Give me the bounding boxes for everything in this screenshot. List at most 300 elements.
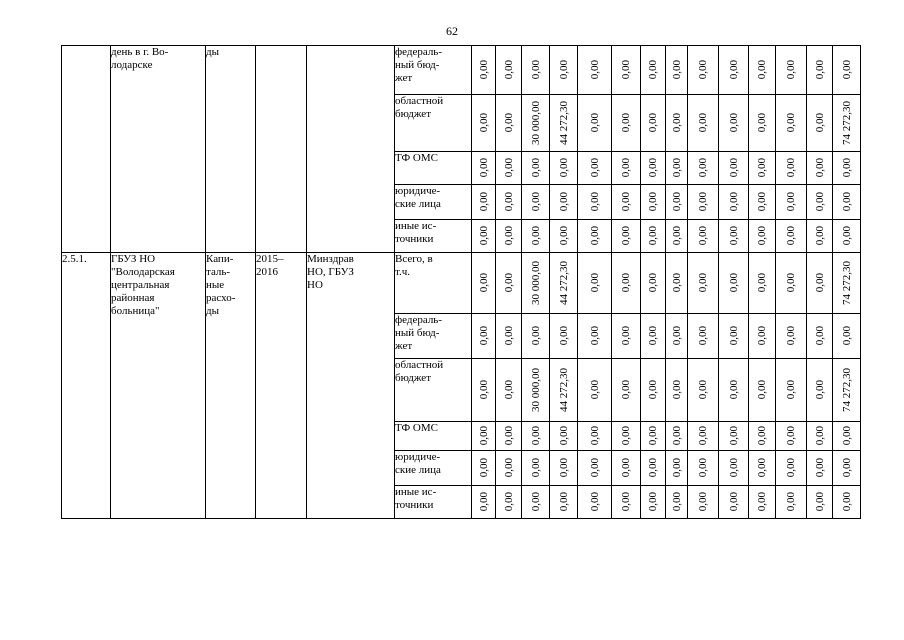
continued-period-cell [256, 46, 307, 253]
value-cell [472, 359, 496, 422]
value-text: 0,00 [502, 158, 515, 178]
value-text: 44 272,30 [557, 101, 570, 145]
value-text: 0,00 [785, 380, 797, 400]
value-cell [578, 314, 612, 359]
value-cell [522, 46, 550, 95]
value-text: 0,00 [785, 492, 797, 512]
funding-source-cell: федераль- ный бюд- жет [395, 46, 472, 95]
value-cell [612, 486, 641, 519]
value-cell [522, 253, 550, 314]
value-text: 0,00 [647, 380, 659, 400]
value-cell [472, 253, 496, 314]
value-cell [666, 152, 688, 185]
value-cell [666, 95, 688, 152]
value-cell [641, 220, 666, 253]
value-cell [472, 46, 496, 95]
value-cell [688, 220, 719, 253]
value-cell [550, 152, 578, 185]
value-text: 0,00 [529, 326, 542, 346]
value-cell [641, 422, 666, 451]
value-text: 0,00 [670, 326, 683, 346]
value-cell [578, 422, 612, 451]
value-cell [719, 422, 749, 451]
value-text: 0,00 [477, 192, 490, 212]
value-text: 44 272,30 [557, 261, 570, 305]
value-cell [612, 451, 641, 486]
value-cell [496, 486, 522, 519]
value-cell [522, 422, 550, 451]
value-text: 0,00 [756, 273, 768, 293]
value-cell [550, 185, 578, 220]
value-cell [522, 359, 550, 422]
value-cell [496, 314, 522, 359]
value-text: 0,00 [756, 158, 768, 178]
value-cell [807, 95, 833, 152]
value-cell [522, 486, 550, 519]
value-text: 0,00 [785, 158, 797, 178]
value-cell [776, 220, 807, 253]
value-cell [578, 46, 612, 95]
value-text: 30 000,00 [529, 261, 542, 305]
continued-name-cell: день в г. Во- лодарске [111, 46, 206, 253]
item-period-cell: 2015– 2016 [256, 253, 307, 519]
value-text: 0,00 [557, 158, 570, 178]
value-text: 0,00 [670, 380, 683, 400]
value-cell [776, 46, 807, 95]
value-text: 0,00 [840, 60, 853, 80]
value-text: 0,00 [588, 192, 601, 212]
value-cell [550, 253, 578, 314]
value-text: 0,00 [840, 326, 853, 346]
value-text: 0,00 [697, 273, 709, 293]
value-text: 0,00 [756, 192, 768, 212]
value-text: 0,00 [647, 458, 659, 478]
continued-executor-cell [307, 46, 395, 253]
value-cell [719, 359, 749, 422]
value-cell [641, 185, 666, 220]
value-cell [776, 422, 807, 451]
value-text: 0,00 [620, 458, 632, 478]
value-cell [472, 451, 496, 486]
value-text: 0,00 [502, 326, 515, 346]
value-cell [472, 486, 496, 519]
value-text: 0,00 [588, 60, 601, 80]
value-text: 0,00 [813, 380, 826, 400]
value-cell [612, 152, 641, 185]
value-text: 0,00 [477, 60, 490, 80]
value-cell [472, 422, 496, 451]
value-cell [749, 451, 776, 486]
value-cell [688, 253, 719, 314]
value-text: 0,00 [557, 326, 570, 346]
value-cell [833, 220, 861, 253]
value-cell [776, 314, 807, 359]
value-text: 0,00 [557, 226, 570, 246]
value-text: 0,00 [620, 192, 632, 212]
value-cell [688, 359, 719, 422]
value-cell [719, 220, 749, 253]
value-text: 0,00 [697, 158, 709, 178]
value-text: 0,00 [727, 226, 740, 246]
value-text: 0,00 [697, 226, 709, 246]
item-type-cell: Капи- таль- ные расхо- ды [206, 253, 256, 519]
value-cell [688, 451, 719, 486]
value-text: 0,00 [756, 426, 768, 446]
funding-source-cell: областной бюджет [395, 95, 472, 152]
value-text: 0,00 [477, 426, 490, 446]
value-cell [496, 451, 522, 486]
value-text: 0,00 [727, 273, 740, 293]
value-cell [749, 152, 776, 185]
value-cell [496, 46, 522, 95]
value-text: 0,00 [588, 113, 601, 133]
value-cell [719, 253, 749, 314]
value-text: 0,00 [557, 60, 570, 80]
value-text: 0,00 [813, 426, 826, 446]
value-text: 74 272,30 [840, 101, 853, 145]
value-text: 0,00 [697, 192, 709, 212]
table-row [62, 46, 861, 95]
value-cell [749, 486, 776, 519]
value-text: 0,00 [756, 380, 768, 400]
value-text: 0,00 [647, 192, 659, 212]
value-cell [666, 314, 688, 359]
value-cell [641, 314, 666, 359]
value-text: 0,00 [620, 380, 632, 400]
value-text: 0,00 [785, 226, 797, 246]
value-cell [719, 185, 749, 220]
value-text: 0,00 [670, 60, 683, 80]
value-cell [688, 46, 719, 95]
value-cell [496, 185, 522, 220]
value-cell [749, 95, 776, 152]
value-text: 0,00 [785, 273, 797, 293]
value-text: 0,00 [727, 426, 740, 446]
value-text: 0,00 [813, 60, 826, 80]
value-cell [578, 220, 612, 253]
value-cell [496, 95, 522, 152]
continued-type-cell: ды [206, 46, 256, 253]
value-text: 0,00 [670, 458, 683, 478]
value-cell [719, 152, 749, 185]
value-cell [749, 422, 776, 451]
page-number: 62 [446, 24, 458, 38]
item-executor-cell: Минздрав НО, ГБУЗ НО [307, 253, 395, 519]
value-cell [807, 451, 833, 486]
value-cell [578, 451, 612, 486]
value-text: 30 000,00 [529, 101, 542, 145]
value-text: 0,00 [620, 113, 632, 133]
funding-source-cell: иные ис- точники [395, 220, 472, 253]
value-cell [522, 152, 550, 185]
value-cell [496, 152, 522, 185]
funding-source-cell: иные ис- точники [395, 486, 472, 519]
value-text: 0,00 [785, 426, 797, 446]
value-cell [641, 359, 666, 422]
value-text: 0,00 [670, 226, 683, 246]
value-text: 0,00 [727, 458, 740, 478]
value-cell [496, 253, 522, 314]
value-text: 0,00 [477, 326, 490, 346]
value-text: 0,00 [697, 326, 709, 346]
value-text: 0,00 [727, 492, 740, 512]
value-text: 0,00 [620, 60, 632, 80]
value-text: 0,00 [670, 192, 683, 212]
value-cell [776, 152, 807, 185]
value-cell [719, 486, 749, 519]
value-cell [550, 451, 578, 486]
value-text: 74 272,30 [840, 261, 853, 305]
value-cell [472, 152, 496, 185]
value-cell [550, 486, 578, 519]
value-text: 0,00 [813, 326, 826, 346]
value-text: 0,00 [840, 492, 853, 512]
value-text: 0,00 [529, 426, 542, 446]
table-row [62, 253, 861, 314]
item-name-cell: ГБУЗ НО "Володарская центральная районная больница" [111, 253, 206, 519]
value-cell [522, 185, 550, 220]
value-text: 0,00 [727, 326, 740, 346]
funding-source-cell: ТФ ОМС [395, 422, 472, 451]
value-text: 0,00 [670, 113, 683, 133]
value-text: 0,00 [502, 192, 515, 212]
value-cell [578, 185, 612, 220]
value-text: 0,00 [477, 226, 490, 246]
value-cell [522, 95, 550, 152]
value-cell [749, 46, 776, 95]
item-number-cell: 2.5.1. [62, 253, 111, 519]
value-cell [719, 46, 749, 95]
value-cell [666, 359, 688, 422]
value-text: 0,00 [620, 158, 632, 178]
value-text: 0,00 [813, 113, 826, 133]
value-text: 0,00 [647, 60, 659, 80]
value-text: 0,00 [529, 192, 542, 212]
value-text: 0,00 [529, 492, 542, 512]
value-cell [578, 359, 612, 422]
value-text: 30 000,00 [529, 368, 542, 412]
value-cell [522, 451, 550, 486]
value-text: 0,00 [647, 326, 659, 346]
value-text: 0,00 [697, 492, 709, 512]
funding-source-cell: Всего, в т.ч. [395, 253, 472, 314]
value-text: 44 272,30 [557, 368, 570, 412]
value-cell [776, 95, 807, 152]
value-text: 0,00 [756, 226, 768, 246]
value-cell [833, 314, 861, 359]
funding-source-cell: ТФ ОМС [395, 152, 472, 185]
value-text: 0,00 [588, 158, 601, 178]
value-text: 0,00 [697, 380, 709, 400]
value-cell [719, 314, 749, 359]
value-text: 0,00 [502, 426, 515, 446]
value-text: 0,00 [756, 492, 768, 512]
value-cell [472, 95, 496, 152]
value-cell [749, 185, 776, 220]
value-text: 0,00 [785, 192, 797, 212]
value-text: 0,00 [840, 226, 853, 246]
value-text: 0,00 [588, 492, 601, 512]
value-cell [666, 422, 688, 451]
value-cell [550, 46, 578, 95]
value-text: 0,00 [647, 492, 659, 512]
value-cell [749, 314, 776, 359]
funding-source-cell: юридиче- ские лица [395, 451, 472, 486]
value-text: 0,00 [756, 326, 768, 346]
value-text: 0,00 [529, 60, 542, 80]
value-cell [833, 152, 861, 185]
value-cell [776, 451, 807, 486]
value-cell [749, 359, 776, 422]
value-cell [776, 359, 807, 422]
value-cell [688, 95, 719, 152]
value-cell [807, 486, 833, 519]
value-text: 0,00 [529, 458, 542, 478]
value-text: 0,00 [727, 380, 740, 400]
value-cell [550, 220, 578, 253]
value-text: 0,00 [756, 60, 768, 80]
value-cell [688, 486, 719, 519]
continued-number-cell [62, 46, 111, 253]
value-cell [612, 422, 641, 451]
value-cell [666, 220, 688, 253]
value-cell [641, 152, 666, 185]
value-cell [666, 253, 688, 314]
value-text: 0,00 [588, 426, 601, 446]
value-cell [472, 185, 496, 220]
value-text: 0,00 [477, 492, 490, 512]
value-text: 0,00 [670, 426, 683, 446]
value-cell [641, 486, 666, 519]
value-text: 0,00 [840, 458, 853, 478]
value-cell [550, 422, 578, 451]
funding-source-cell: юридиче- ские лица [395, 185, 472, 220]
value-cell [833, 422, 861, 451]
value-text: 0,00 [840, 192, 853, 212]
value-cell [496, 422, 522, 451]
value-text: 0,00 [502, 458, 515, 478]
value-cell [833, 253, 861, 314]
value-cell [612, 185, 641, 220]
value-text: 0,00 [477, 113, 490, 133]
value-cell [496, 359, 522, 422]
value-text: 0,00 [647, 226, 659, 246]
value-cell [550, 95, 578, 152]
value-text: 0,00 [588, 380, 601, 400]
value-cell [776, 185, 807, 220]
value-cell [496, 220, 522, 253]
value-cell [833, 185, 861, 220]
value-text: 0,00 [477, 273, 490, 293]
value-text: 0,00 [588, 326, 601, 346]
value-text: 0,00 [727, 60, 740, 80]
value-text: 0,00 [477, 380, 490, 400]
value-cell [472, 220, 496, 253]
value-text: 0,00 [477, 458, 490, 478]
value-text: 0,00 [557, 492, 570, 512]
value-cell [612, 314, 641, 359]
value-text: 0,00 [620, 492, 632, 512]
value-cell [719, 451, 749, 486]
value-cell [688, 152, 719, 185]
value-cell [666, 46, 688, 95]
value-text: 0,00 [785, 458, 797, 478]
value-cell [833, 359, 861, 422]
value-text: 0,00 [813, 226, 826, 246]
value-cell [578, 486, 612, 519]
value-cell [807, 253, 833, 314]
value-cell [612, 95, 641, 152]
value-cell [550, 314, 578, 359]
value-cell [666, 451, 688, 486]
value-text: 0,00 [502, 273, 515, 293]
value-text: 0,00 [647, 426, 659, 446]
value-cell [688, 422, 719, 451]
value-cell [666, 486, 688, 519]
value-text: 0,00 [647, 273, 659, 293]
value-text: 0,00 [813, 192, 826, 212]
value-text: 0,00 [620, 273, 632, 293]
value-text: 0,00 [813, 492, 826, 512]
value-cell [641, 253, 666, 314]
value-text: 0,00 [502, 380, 515, 400]
value-cell [641, 46, 666, 95]
value-text: 74 272,30 [840, 368, 853, 412]
value-text: 0,00 [529, 226, 542, 246]
value-cell [550, 359, 578, 422]
value-cell [776, 253, 807, 314]
value-text: 0,00 [813, 273, 826, 293]
value-text: 0,00 [840, 426, 853, 446]
value-text: 0,00 [557, 458, 570, 478]
value-text: 0,00 [588, 273, 601, 293]
value-text: 0,00 [620, 226, 632, 246]
value-cell [807, 359, 833, 422]
value-cell [807, 314, 833, 359]
value-cell [641, 95, 666, 152]
value-text: 0,00 [756, 458, 768, 478]
value-text: 0,00 [727, 113, 740, 133]
value-cell [688, 314, 719, 359]
value-text: 0,00 [727, 192, 740, 212]
value-text: 0,00 [697, 458, 709, 478]
value-cell [833, 486, 861, 519]
value-text: 0,00 [502, 113, 515, 133]
value-cell [578, 95, 612, 152]
value-cell [688, 185, 719, 220]
value-text: 0,00 [502, 60, 515, 80]
value-text: 0,00 [670, 158, 683, 178]
value-text: 0,00 [647, 113, 659, 133]
value-cell [578, 253, 612, 314]
value-text: 0,00 [697, 426, 709, 446]
value-cell [833, 451, 861, 486]
value-cell [749, 253, 776, 314]
value-text: 0,00 [670, 492, 683, 512]
value-cell [807, 422, 833, 451]
value-cell [833, 46, 861, 95]
value-cell [807, 46, 833, 95]
value-cell [776, 486, 807, 519]
value-cell [612, 359, 641, 422]
value-cell [612, 46, 641, 95]
value-text: 0,00 [588, 458, 601, 478]
value-cell [719, 95, 749, 152]
budget-table [61, 45, 861, 519]
value-cell [807, 220, 833, 253]
value-text: 0,00 [697, 60, 709, 80]
value-text: 0,00 [840, 158, 853, 178]
